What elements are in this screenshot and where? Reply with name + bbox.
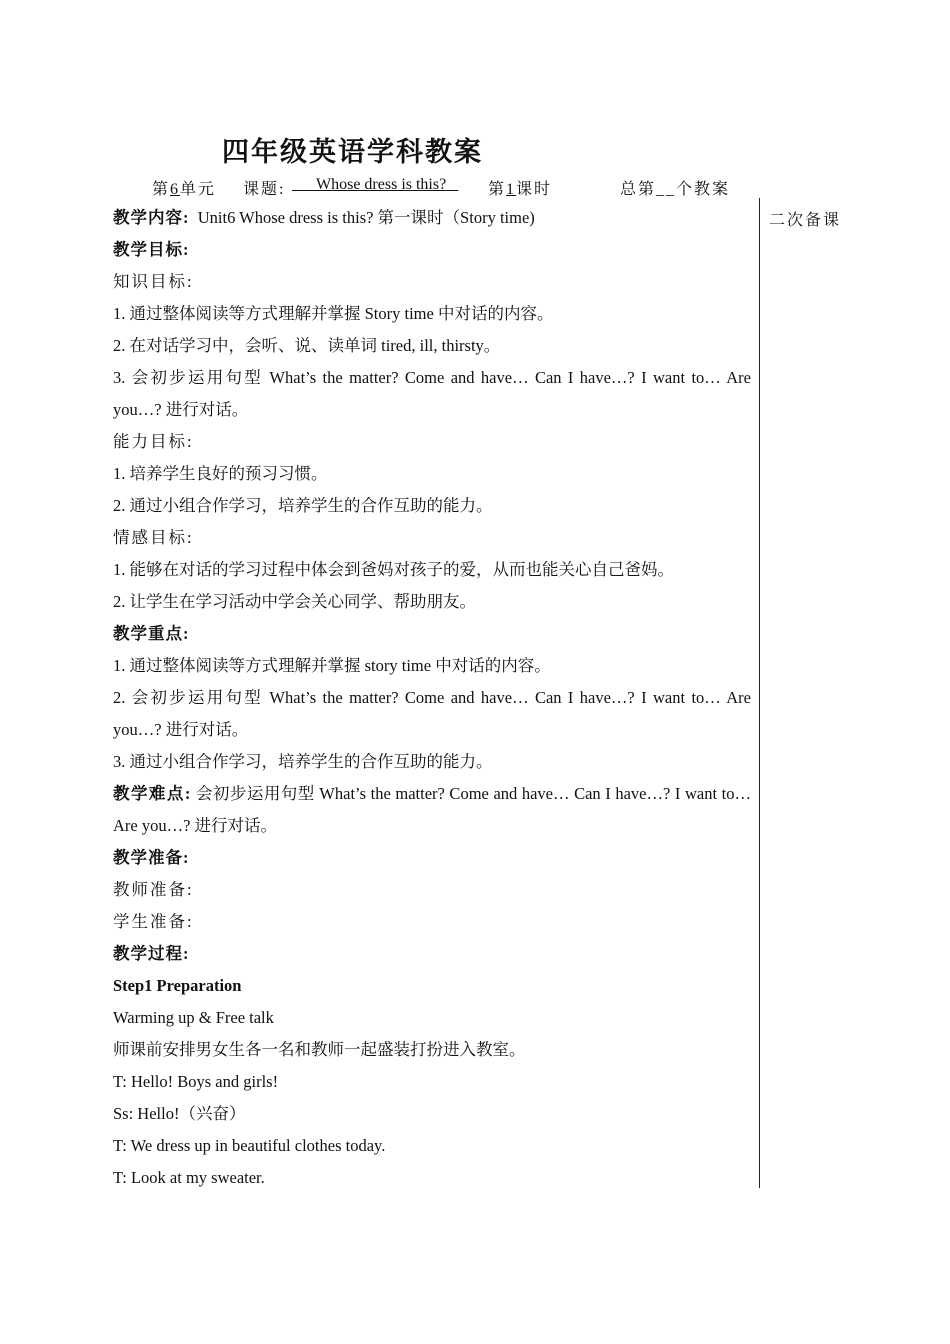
topic-value: Whose dress is this?: [316, 176, 447, 193]
topic-label: 课题:: [243, 181, 286, 198]
objective-item: 2. 让学生在学习活动中学会关心同学、帮助朋友。: [113, 592, 476, 611]
process-text: Warming up & Free talk: [113, 1008, 274, 1027]
key-point-item: 3. 通过小组合作学习，培养学生的合作互助的能力。: [113, 752, 493, 771]
lesson-plan-body: [113, 202, 751, 1194]
teaching-content: 教学内容: Unit6 Whose dress is this? 第一课时（Story time): [113, 208, 535, 227]
section-heading-process: 教学过程:: [113, 944, 190, 963]
lesson-info-bar: [0, 176, 950, 198]
key-point-item: 1. 通过整体阅读等方式理解并掌握 story time 中对话的内容。: [113, 656, 551, 675]
key-point-item-continued: you…? 进行对话。: [113, 720, 249, 739]
section-heading-preparation: 教学准备:: [113, 848, 190, 867]
student-preparation: 学生准备:: [113, 912, 194, 931]
dialogue-line: T: Hello! Boys and girls!: [113, 1072, 279, 1091]
margin-divider: [759, 198, 760, 1188]
key-point-item: 2. 会初步运用句型 What’s the matter? Come and have… Can I have…? I want to… Are: [113, 688, 751, 707]
teacher-preparation: 教师准备:: [113, 880, 194, 899]
section-heading-key-points: 教学重点:: [113, 624, 190, 643]
section-heading-objectives: 教学目标:: [113, 240, 190, 259]
dialogue-line: T: We dress up in beautiful clothes today.: [113, 1136, 386, 1155]
unit-info: 第6单元: [152, 181, 217, 198]
lesson-info: 第1课时: [488, 181, 553, 198]
objective-item: 2. 通过小组合作学习，培养学生的合作互助的能力。: [113, 496, 493, 515]
objective-item: 1. 通过整体阅读等方式理解并掌握 Story time 中对话的内容。: [113, 304, 554, 323]
lesson-number: 1: [506, 181, 517, 198]
process-text: 师课前安排男女生各一名和教师一起盛装打扮进入教室。: [113, 1040, 526, 1059]
dialogue-line: Ss: Hello!（兴奋）: [113, 1104, 246, 1123]
objective-item: 1. 培养学生良好的预习习惯。: [113, 464, 328, 483]
subheading-knowledge: 知识目标:: [113, 272, 194, 291]
objective-item-continued: you…? 进行对话。: [113, 400, 249, 419]
difficult-points-continued: Are you…? 进行对话。: [113, 816, 278, 835]
page-title: 四年级英语学科教案: [222, 137, 483, 168]
total-plan-info: 总第__个教案: [620, 181, 731, 198]
side-note-revision: 二次备课: [769, 212, 842, 229]
difficult-points: 教学难点: 会初步运用句型 What’s the matter? Come and have… Can I have…? I want to…: [113, 784, 751, 803]
subheading-ability: 能力目标:: [113, 432, 194, 451]
objective-item: 3. 会初步运用句型 What’s the matter? Come and have… Can I have…? I want to… Are: [113, 368, 751, 387]
step-heading: Step1 Preparation: [113, 976, 242, 995]
subheading-emotion: 情感目标:: [113, 528, 194, 547]
objective-item: 2. 在对话学习中，会听、说、读单词 tired, ill, thirsty。: [113, 336, 501, 355]
dialogue-line: T: Look at my sweater.: [113, 1168, 265, 1187]
unit-number: 6: [170, 181, 181, 198]
objective-item: 1. 能够在对话的学习过程中体会到爸妈对孩子的爱，从而也能关心自己爸妈。: [113, 560, 674, 579]
